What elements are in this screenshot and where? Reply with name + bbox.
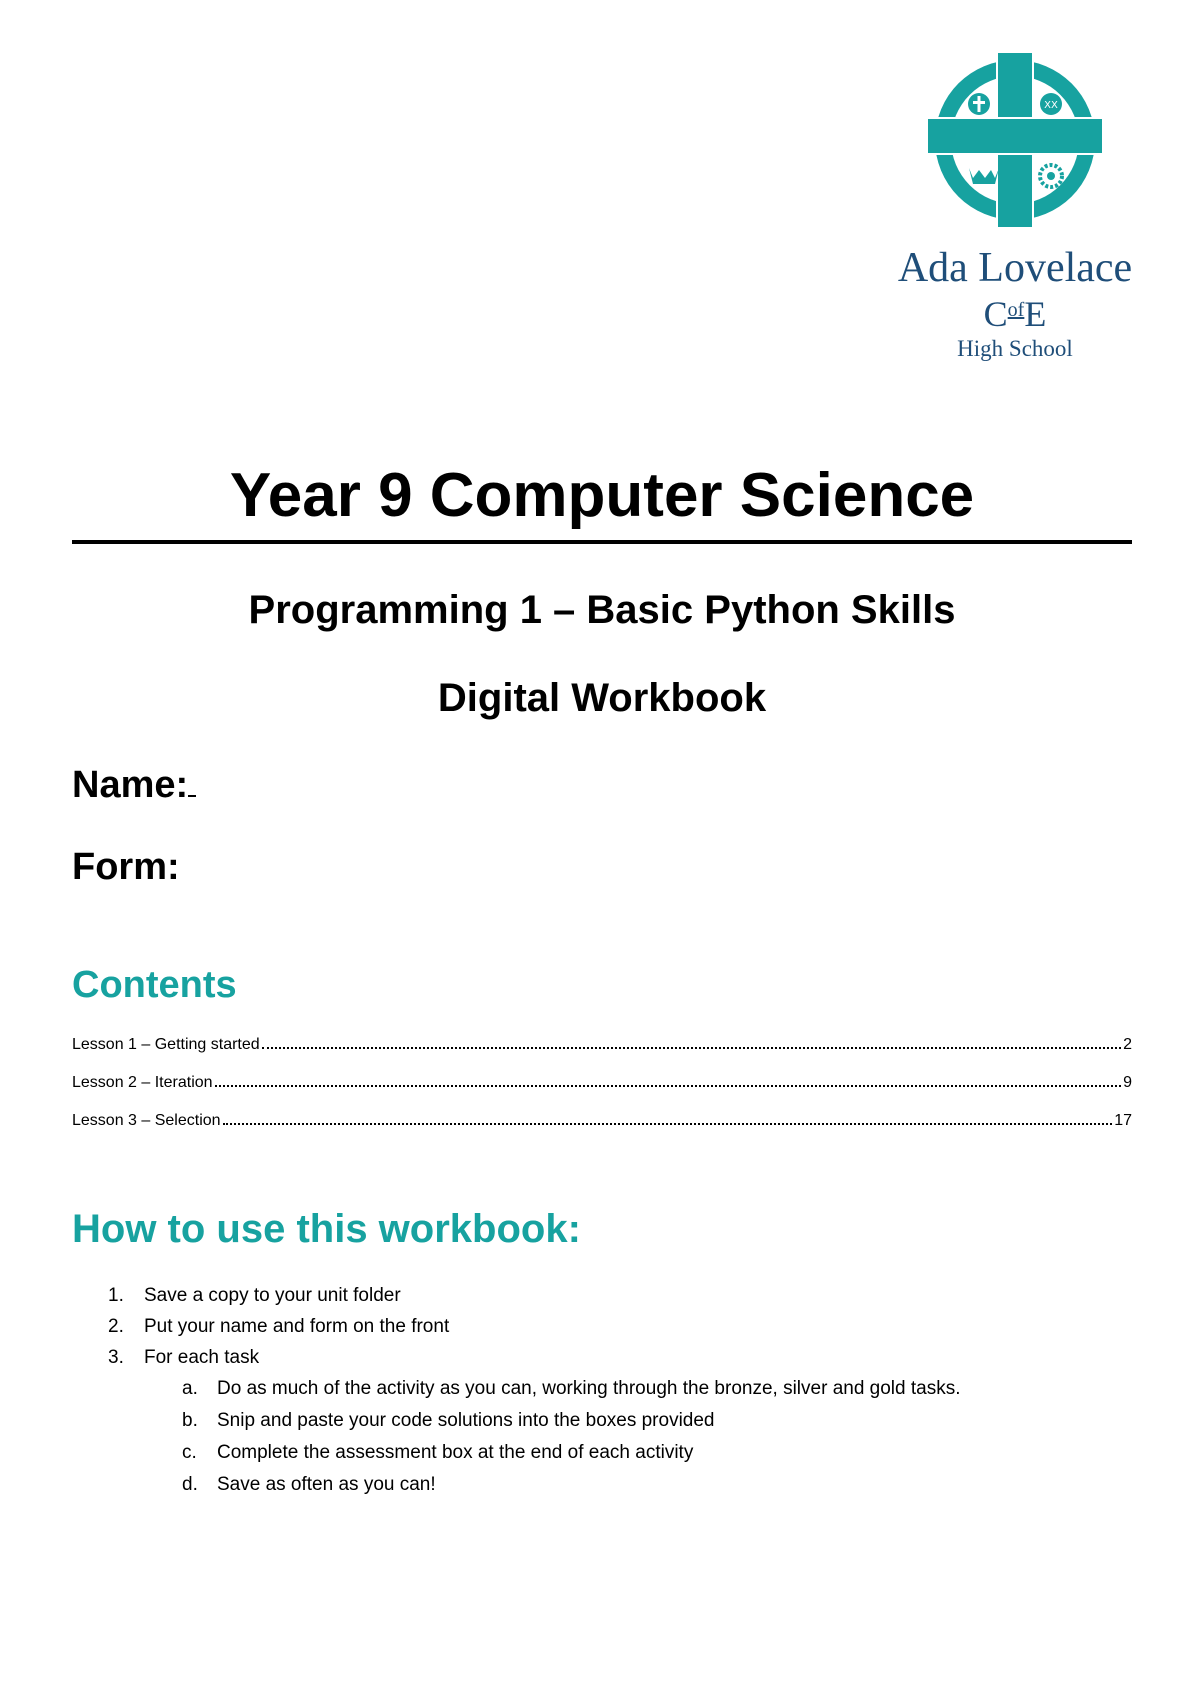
sub-list-item-text: Save as often as you can! bbox=[217, 1474, 436, 1495]
name-label: Name: bbox=[72, 764, 189, 806]
name-input-cursor[interactable] bbox=[188, 795, 196, 797]
toc-entry[interactable] bbox=[72, 1109, 1132, 1129]
list-item bbox=[72, 1311, 1132, 1342]
logo-cofe-of: of bbox=[1007, 299, 1025, 321]
howto-list bbox=[72, 1280, 1132, 1501]
sub-list-item bbox=[72, 1405, 1132, 1437]
toc-entry-page: 17 bbox=[1114, 1112, 1132, 1129]
logo-cofe-c: C bbox=[983, 294, 1008, 334]
form-field[interactable] bbox=[72, 844, 180, 890]
crest-icon bbox=[925, 50, 1105, 230]
sub-list-item-letter: b. bbox=[182, 1410, 198, 1431]
list-item bbox=[72, 1342, 1132, 1373]
sub-list-item-text: Snip and paste your code solutions into the boxes provided bbox=[217, 1410, 715, 1431]
toc-entry-label: Lesson 2 – Iteration bbox=[72, 1074, 213, 1091]
page-title: Year 9 Computer Science bbox=[229, 461, 975, 530]
name-field[interactable] bbox=[72, 762, 196, 808]
howto-heading: How to use this workbook: bbox=[72, 1207, 581, 1251]
list-item-number: 2. bbox=[108, 1316, 124, 1337]
logo-wordmark: Ada Lovelace bbox=[897, 245, 1133, 291]
list-item-text: Save a copy to your unit folder bbox=[144, 1285, 401, 1306]
toc-leader-dots bbox=[215, 1071, 1122, 1087]
list-item-number: 3. bbox=[108, 1347, 124, 1368]
list-item-text: Put your name and form on the front bbox=[144, 1316, 450, 1337]
form-label: Form: bbox=[72, 846, 180, 888]
toc-leader-dots bbox=[262, 1033, 1121, 1049]
school-logo bbox=[895, 50, 1135, 364]
toc-entry-page: 9 bbox=[1123, 1074, 1132, 1091]
toc-entry-label: Lesson 1 – Getting started bbox=[72, 1036, 260, 1053]
toc-entry[interactable] bbox=[72, 1071, 1132, 1091]
sub-list-item bbox=[72, 1373, 1132, 1405]
page-subtitle: Programming 1 – Basic Python Skills bbox=[248, 588, 956, 632]
toc-leader-dots bbox=[223, 1109, 1113, 1125]
toc-entry-page: 2 bbox=[1123, 1036, 1132, 1053]
list-item-text: For each task bbox=[144, 1347, 260, 1368]
sub-list-item bbox=[72, 1437, 1132, 1469]
sub-list-item bbox=[72, 1469, 1132, 1501]
list-item bbox=[72, 1280, 1132, 1311]
toc-entry-label: Lesson 3 – Selection bbox=[72, 1112, 221, 1129]
title-divider bbox=[72, 540, 1132, 544]
list-item-number: 1. bbox=[108, 1285, 124, 1306]
svg-text:XX: XX bbox=[1044, 100, 1058, 111]
sub-list-item-letter: d. bbox=[182, 1474, 198, 1495]
sub-list-item-text: Complete the assessment box at the end of each activity bbox=[217, 1442, 694, 1463]
sub-list-item-letter: a. bbox=[182, 1378, 198, 1399]
table-of-contents bbox=[72, 1033, 1132, 1147]
logo-cofe-e: E bbox=[1024, 294, 1047, 334]
logo-cofe bbox=[895, 290, 1135, 334]
sub-list-item-text: Do as much of the activity as you can, working through the bronze, silver and gold tasks. bbox=[217, 1378, 961, 1399]
contents-heading: Contents bbox=[72, 964, 237, 1006]
sub-list-item-letter: c. bbox=[182, 1442, 197, 1463]
toc-entry[interactable] bbox=[72, 1033, 1132, 1053]
workbook-label: Digital Workbook bbox=[437, 676, 767, 720]
logo-school-type: High School bbox=[957, 336, 1073, 361]
